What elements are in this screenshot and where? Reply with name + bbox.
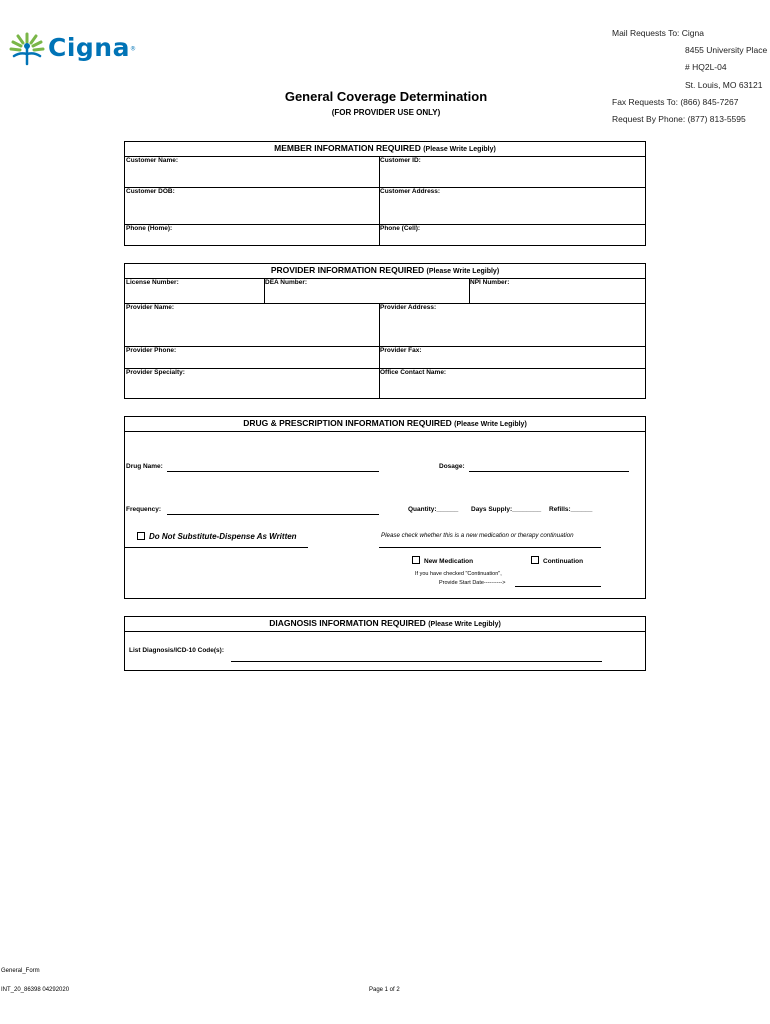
drug-name-label: Drug Name: xyxy=(126,463,163,470)
customer-dob-field[interactable]: Customer DOB: xyxy=(126,188,175,195)
phone-cell-field[interactable]: Phone (Cell): xyxy=(380,225,421,232)
dns-checkbox[interactable] xyxy=(137,532,145,540)
provider-section xyxy=(124,263,646,399)
start-date-input[interactable] xyxy=(515,586,601,587)
divider xyxy=(379,547,601,548)
page-title: General Coverage Determination xyxy=(284,89,488,104)
continuation-checkbox[interactable] xyxy=(531,556,539,564)
frequency-label: Frequency: xyxy=(126,506,162,513)
license-number-field[interactable]: License Number: xyxy=(126,279,179,286)
fax-requests-line: Fax Requests To: (866) 845-7267 xyxy=(612,97,739,107)
diagnosis-label: List Diagnosis/ICD-10 Code(s): xyxy=(129,647,224,654)
mail-address-line: 8455 University Place xyxy=(685,45,768,55)
drug-section xyxy=(124,416,646,599)
provider-address-field[interactable]: Provider Address: xyxy=(380,304,437,311)
phone-requests-line: Request By Phone: (877) 813-5595 xyxy=(612,114,746,124)
quantity-field[interactable]: Quantity:______ xyxy=(408,506,459,513)
provider-fax-field[interactable]: Provider Fax: xyxy=(380,347,422,354)
dosage-label: Dosage: xyxy=(439,463,465,470)
phone-home-field[interactable]: Phone (Home): xyxy=(126,225,173,232)
start-date-label: Provide Start Date----------> xyxy=(439,580,506,586)
frequency-input[interactable] xyxy=(167,514,379,515)
dns-option[interactable]: Do Not Substitute-Dispense As Written xyxy=(137,532,297,541)
continuation-note: If you have checked "Continuation", xyxy=(415,571,502,577)
provider-phone-field[interactable]: Provider Phone: xyxy=(126,347,177,354)
mail-requests-line: Mail Requests To: Cigna xyxy=(612,28,704,38)
form-name: General_Form xyxy=(1,968,40,974)
npi-number-field[interactable]: NPI Number: xyxy=(470,279,510,286)
drug-name-input[interactable] xyxy=(167,471,379,472)
new-medication-option[interactable]: New Medication xyxy=(412,556,473,565)
office-contact-field[interactable]: Office Contact Name: xyxy=(380,369,447,376)
new-medication-checkbox[interactable] xyxy=(412,556,420,564)
refills-field[interactable]: Refills:______ xyxy=(549,506,593,513)
customer-address-field[interactable]: Customer Address: xyxy=(380,188,441,195)
check-note: Please check whether this is a new medication or therapy continuation xyxy=(381,532,574,539)
member-section-header: MEMBER INFORMATION REQUIRED (Please Write Legibly) xyxy=(125,142,645,157)
member-section xyxy=(124,141,646,246)
divider xyxy=(125,547,308,548)
tree-of-life-icon xyxy=(6,30,48,66)
drug-section-header: DRUG & PRESCRIPTION INFORMATION REQUIRED (Please Write Legibly) xyxy=(125,417,645,432)
mail-city-line: St. Louis, MO 63121 xyxy=(685,80,763,90)
page-subtitle: (FOR PROVIDER USE ONLY) xyxy=(331,108,441,117)
customer-id-field[interactable]: Customer ID: xyxy=(380,157,421,164)
days-supply-field[interactable]: Days Supply:________ xyxy=(471,506,542,513)
form-code: INT_20_86398 04292020 xyxy=(1,987,70,993)
diagnosis-section-header: DIAGNOSIS INFORMATION REQUIRED (Please Write Legibly) xyxy=(125,617,645,632)
diagnosis-input[interactable] xyxy=(231,661,602,662)
provider-specialty-field[interactable]: Provider Specialty: xyxy=(126,369,185,376)
provider-section-header: PROVIDER INFORMATION REQUIRED (Please Write Legibly) xyxy=(125,264,645,279)
continuation-option[interactable]: Continuation xyxy=(531,556,583,565)
diagnosis-section xyxy=(124,616,646,671)
customer-name-field[interactable]: Customer Name: xyxy=(126,157,179,164)
mail-suite-line: # HQ2L-04 xyxy=(685,62,727,72)
dea-number-field[interactable]: DEA Number: xyxy=(265,279,308,286)
logo-wordmark: Cigna® xyxy=(48,33,137,62)
page-number: Page 1 of 2 xyxy=(369,987,400,993)
dosage-input[interactable] xyxy=(469,471,629,472)
provider-name-field[interactable]: Provider Name: xyxy=(126,304,175,311)
